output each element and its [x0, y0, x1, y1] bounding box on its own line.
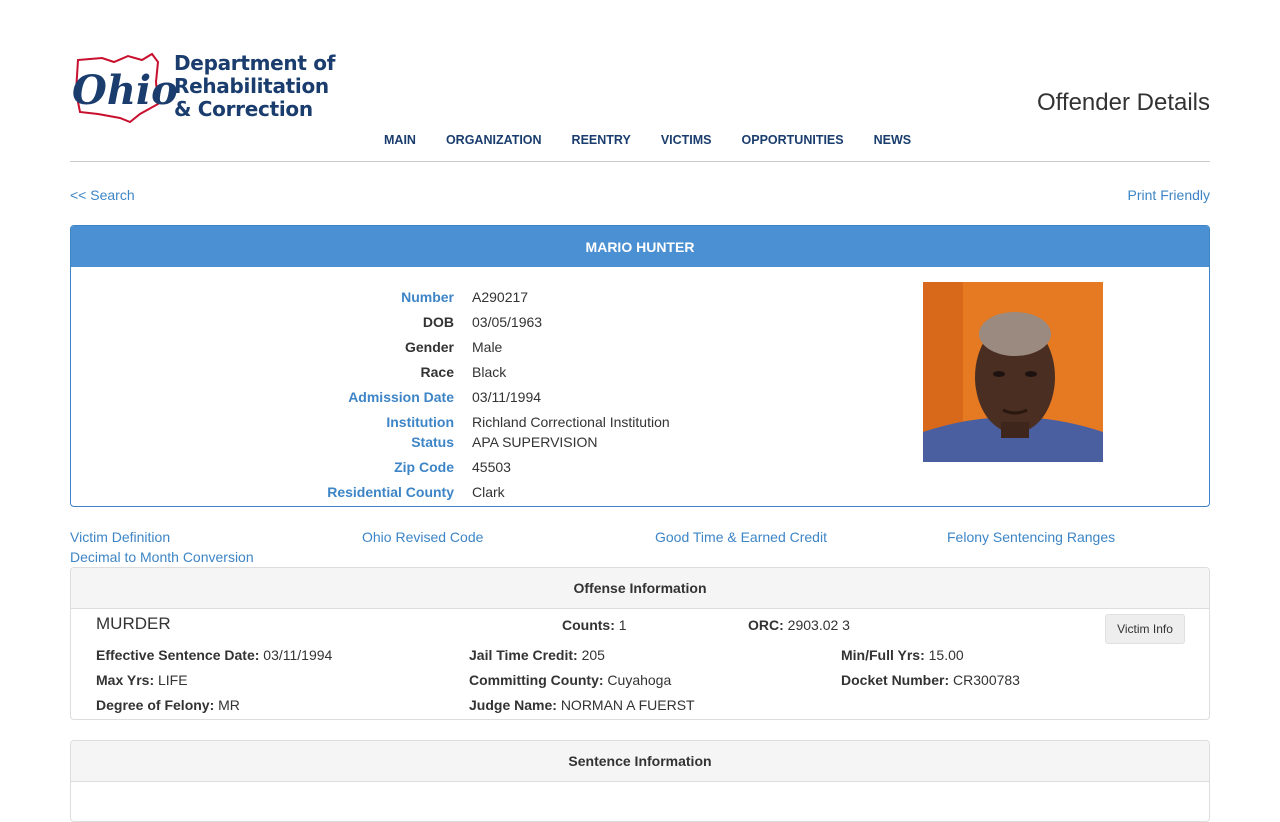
nav-reentry[interactable]: REENTRY [571, 133, 631, 147]
zip-code-label-link[interactable]: Zip Code [394, 459, 454, 475]
ohio-revised-code-link[interactable]: Ohio Revised Code [362, 529, 484, 545]
offender-photo [923, 282, 1103, 462]
status-label-link[interactable]: Status [411, 434, 454, 450]
nav-main[interactable]: MAIN [384, 133, 416, 147]
header-divider [70, 161, 1210, 162]
offender-name: MARIO HUNTER [71, 226, 1209, 267]
page-title: Offender Details [1037, 89, 1210, 116]
offense-title: MURDER [96, 614, 171, 633]
gender-value: Male [472, 339, 503, 355]
jail-time-credit: Jail Time Credit: 205 [469, 647, 605, 663]
number-value: A290217 [472, 289, 529, 305]
dob-value: 03/05/1963 [472, 314, 543, 330]
offense-information-heading: Offense Information [71, 568, 1209, 609]
sentence-information-box [70, 740, 1210, 822]
victim-definition-link[interactable]: Victim Definition [70, 529, 171, 545]
admission-date-value: 03/11/1994 [472, 389, 542, 405]
docket-number: Docket Number: CR300783 [841, 672, 1020, 688]
nav-organization[interactable]: ORGANIZATION [445, 133, 542, 147]
committing-county: Committing County: Cuyahoga [469, 672, 672, 688]
print-friendly-link[interactable]: Print Friendly [1127, 187, 1210, 203]
main-nav [384, 133, 941, 147]
dob-label: DOB [422, 314, 454, 330]
orc: ORC: 2903.02 3 [748, 617, 850, 633]
min-full-yrs: Min/Full Yrs: 15.00 [841, 647, 964, 663]
sentence-information-heading: Sentence Information [71, 741, 1209, 782]
back-to-search-link[interactable]: << Search [70, 187, 135, 203]
zip-code-value: 45503 [472, 459, 511, 475]
good-time-earned-credit-link[interactable]: Good Time & Earned Credit [655, 529, 827, 545]
institution-label-link[interactable]: Institution [386, 414, 454, 430]
admission-date-label-link[interactable]: Admission Date [348, 389, 454, 405]
decimal-to-month-link[interactable]: Decimal to Month Conversion [70, 549, 254, 565]
nav-news[interactable]: NEWS [873, 133, 912, 147]
nav-victims[interactable]: VICTIMS [660, 133, 712, 147]
race-label: Race [420, 364, 454, 380]
race-value: Black [472, 364, 507, 380]
offender-panel [70, 225, 1210, 507]
gender-label: Gender [404, 339, 454, 355]
svg-text:Ohio: Ohio [72, 67, 178, 114]
felony-sentencing-ranges-link[interactable]: Felony Sentencing Ranges [947, 529, 1116, 545]
nav-opportunities[interactable]: OPPORTUNITIES [741, 133, 844, 147]
offense-information-box [70, 567, 1210, 720]
status-value: APA SUPERVISION [472, 434, 598, 450]
number-label-link[interactable]: Number [401, 289, 454, 305]
residential-county-label-link[interactable]: Residential County [327, 484, 454, 500]
effective-sentence-date: Effective Sentence Date: 03/11/1994 [96, 647, 333, 663]
residential-county-value: Clark [472, 484, 505, 500]
victim-info-button[interactable]: Victim Info [1105, 614, 1185, 644]
institution-value: Richland Correctional Institution [472, 414, 670, 430]
counts: Counts: 1 [562, 617, 627, 633]
judge-name: Judge Name: NORMAN A FUERST [469, 697, 695, 713]
max-yrs: Max Yrs: LIFE [96, 672, 188, 688]
degree-of-felony: Degree of Felony: MR [96, 697, 240, 713]
department-name: Department of Rehabilitation & Correction [174, 51, 336, 121]
